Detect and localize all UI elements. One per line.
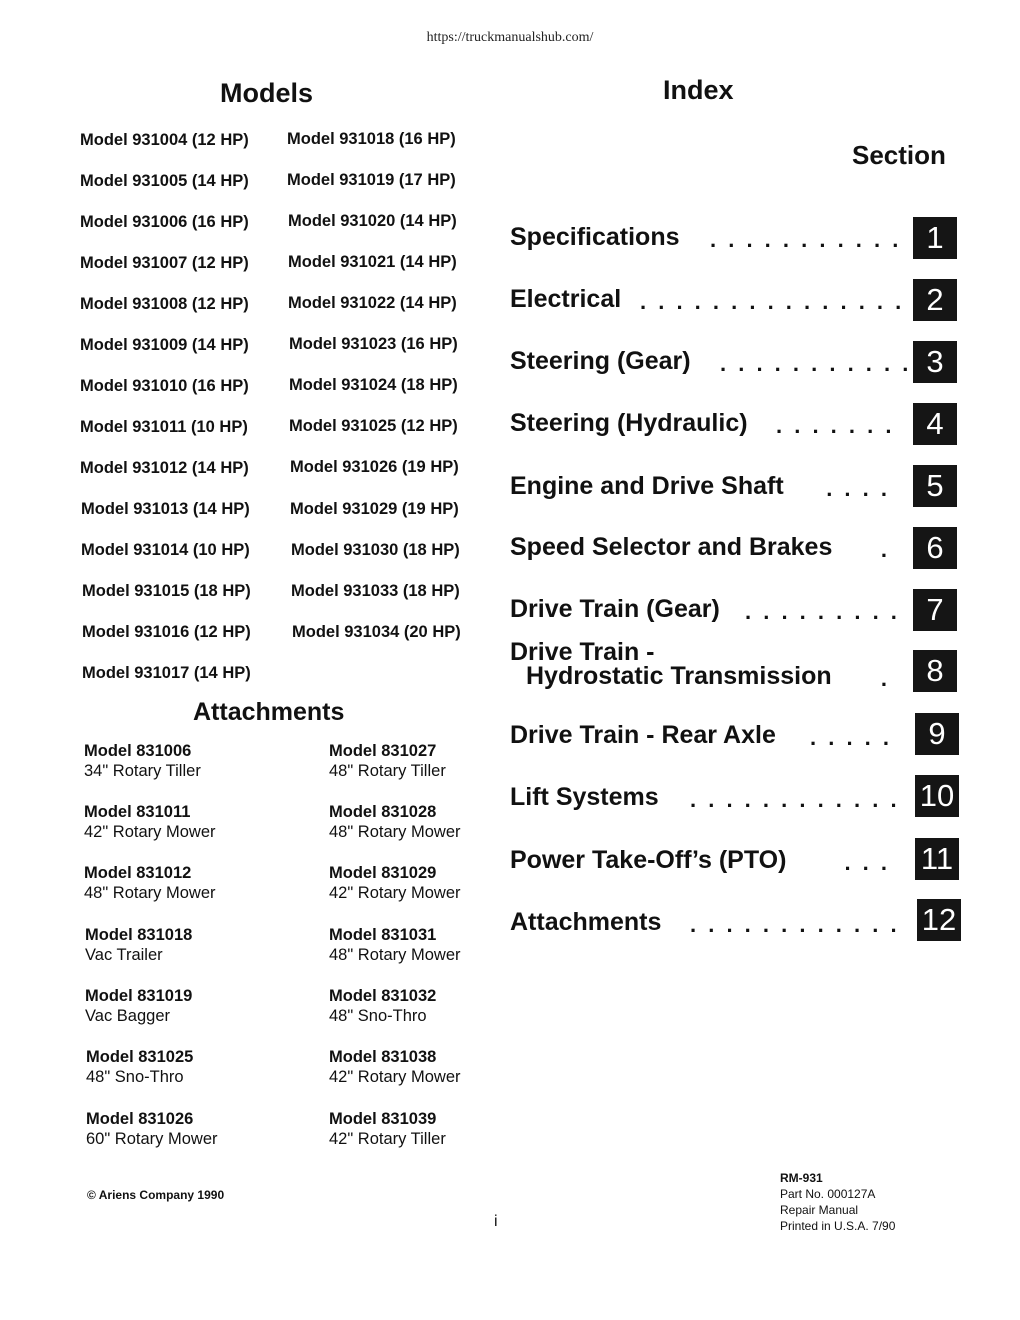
index-label-line2: Hydrostatic Transmission (526, 662, 832, 690)
model-item: Model 931033 (18 HP) (291, 582, 460, 600)
index-leader-dots: . . . . . . . . . . . . (690, 787, 900, 812)
index-leader-dots: . . . . . . . . . . . . (690, 912, 900, 937)
index-entry-power-take-offs[interactable] (510, 838, 965, 882)
section-number-badge: 1 (913, 217, 957, 259)
attachment-item (84, 802, 215, 842)
index-label: Engine and Drive Shaft (510, 472, 784, 500)
section-number-badge: 7 (913, 589, 957, 631)
attachment-desc: Vac Trailer (85, 946, 163, 964)
attachment-model: Model 831012 (84, 864, 192, 882)
attachment-item (329, 925, 460, 965)
model-item: Model 931021 (14 HP) (288, 253, 457, 271)
attachment-model: Model 831026 (86, 1110, 194, 1128)
index-entry-lift-systems[interactable] (510, 775, 965, 819)
attachment-desc: 48" Sno-Thro (86, 1068, 184, 1086)
index-leader-dots: . . . . . (810, 725, 893, 750)
print-info: Printed in U.S.A. 7/90 (780, 1219, 896, 1233)
index-entry-drive-train-hydrostatic[interactable] (510, 638, 965, 694)
section-number-badge: 4 (913, 403, 957, 445)
section-number-badge: 5 (913, 465, 957, 507)
model-item: Model 931004 (12 HP) (80, 131, 249, 149)
index-entry-speed-selector-brakes[interactable] (510, 527, 965, 571)
attachment-desc: 42" Rotary Mower (84, 823, 216, 841)
index-entry-attachments[interactable] (510, 899, 965, 943)
section-heading: Section (852, 140, 946, 170)
model-item: Model 931023 (16 HP) (289, 335, 458, 353)
attachment-item (329, 741, 446, 781)
section-number-badge: 12 (917, 899, 961, 941)
model-item: Model 931012 (14 HP) (80, 459, 249, 477)
index-leader-dots: . (880, 666, 890, 691)
attachment-item (86, 1109, 217, 1149)
model-item: Model 931007 (12 HP) (80, 254, 249, 272)
section-number-badge: 9 (915, 713, 959, 755)
model-item: Model 931017 (14 HP) (82, 664, 251, 682)
index-leader-dots: . . . . . . . . . . . . . . . (640, 289, 905, 314)
models-heading: Models (220, 78, 314, 108)
index-entry-drive-train-rear-axle[interactable] (510, 713, 965, 757)
part-number: Part No. 000127A (780, 1187, 876, 1201)
index-label (510, 640, 832, 688)
source-url[interactable]: https://truckmanualshub.com/ (426, 30, 594, 45)
attachment-model: Model 831006 (84, 742, 192, 760)
attachment-item (329, 802, 460, 842)
index-label: Speed Selector and Brakes (510, 533, 833, 561)
publication-info (780, 1170, 895, 1234)
index-leader-dots: . (880, 537, 890, 562)
attachment-model: Model 831018 (85, 926, 193, 944)
model-item: Model 931011 (10 HP) (80, 418, 248, 436)
index-leader-dots: . . . . . . . . . . . (720, 351, 912, 376)
model-item: Model 931016 (12 HP) (82, 623, 251, 641)
model-item: Model 931025 (12 HP) (289, 417, 458, 435)
model-item: Model 931026 (19 HP) (290, 458, 459, 476)
index-entry-electrical[interactable] (510, 279, 965, 323)
attachment-model: Model 831019 (85, 987, 193, 1005)
model-item: Model 931008 (12 HP) (80, 295, 249, 313)
attachment-model: Model 831039 (329, 1110, 437, 1128)
index-label: Lift Systems (510, 783, 659, 811)
attachment-item (84, 863, 215, 903)
index-leader-dots: . . . . . . . (776, 413, 895, 438)
attachment-item (329, 863, 460, 903)
index-label-line1: Drive Train - (510, 638, 655, 666)
attachment-model: Model 831011 (84, 803, 191, 821)
index-label: Drive Train - Rear Axle (510, 721, 776, 749)
attachment-model: Model 831025 (86, 1048, 194, 1066)
index-label: Steering (Gear) (510, 347, 691, 375)
model-item: Model 931005 (14 HP) (80, 172, 249, 190)
model-item: Model 931014 (10 HP) (81, 541, 250, 559)
attachment-desc: 42" Rotary Mower (329, 884, 461, 902)
attachment-model: Model 831031 (329, 926, 437, 944)
model-item: Model 931006 (16 HP) (80, 213, 249, 231)
attachment-desc: 42" Rotary Mower (329, 1068, 461, 1086)
index-label: Attachments (510, 908, 662, 936)
attachment-desc: Vac Bagger (85, 1007, 170, 1025)
section-number-badge: 6 (913, 527, 957, 569)
index-entry-steering-gear[interactable] (510, 341, 965, 385)
manual-type: Repair Manual (780, 1203, 859, 1217)
attachment-desc: 48" Rotary Mower (84, 884, 216, 902)
model-item: Model 931034 (20 HP) (292, 623, 461, 641)
attachment-desc: 48" Sno-Thro (329, 1007, 427, 1025)
index-entry-drive-train-gear[interactable] (510, 589, 965, 633)
attachment-item (85, 925, 192, 965)
section-number-badge: 2 (913, 279, 957, 321)
model-item: Model 931013 (14 HP) (81, 500, 250, 518)
attachment-item (329, 986, 436, 1026)
index-entry-specifications[interactable] (510, 217, 965, 261)
model-item: Model 931019 (17 HP) (287, 171, 456, 189)
index-label: Specifications (510, 223, 680, 251)
attachment-model: Model 831027 (329, 742, 437, 760)
copyright: © Ariens Company 1990 (87, 1188, 225, 1202)
attachment-item (86, 1047, 193, 1087)
model-item: Model 931018 (16 HP) (287, 130, 456, 148)
attachment-desc: 42" Rotary Tiller (329, 1130, 446, 1148)
index-entry-steering-hydraulic[interactable] (510, 403, 965, 447)
model-item: Model 931022 (14 HP) (288, 294, 457, 312)
section-number-badge: 10 (915, 775, 959, 817)
page-number: i (494, 1213, 498, 1230)
section-number-badge: 3 (913, 341, 957, 383)
index-label: Electrical (510, 285, 622, 313)
index-leader-dots: . . . . . . . . . . . (710, 227, 902, 252)
model-item: Model 931030 (18 HP) (291, 541, 460, 559)
attachment-item (329, 1047, 460, 1087)
index-leader-dots: . . . . . . . . . (745, 599, 900, 624)
attachment-model: Model 831038 (329, 1048, 437, 1066)
index-leader-dots: . . . (844, 850, 890, 875)
attachment-desc: 48" Rotary Mower (329, 823, 461, 841)
index-entry-engine-drive-shaft[interactable] (510, 465, 965, 509)
model-item: Model 931015 (18 HP) (82, 582, 251, 600)
attachment-desc: 48" Rotary Tiller (329, 762, 446, 780)
section-number-badge: 11 (915, 838, 959, 880)
attachments-heading: Attachments (193, 698, 345, 726)
attachment-item (85, 986, 192, 1026)
model-item: Model 931029 (19 HP) (290, 500, 459, 518)
index-heading: Index (663, 75, 734, 105)
index-label: Drive Train (Gear) (510, 595, 720, 623)
attachment-model: Model 831032 (329, 987, 437, 1005)
manual-code: RM-931 (780, 1171, 823, 1185)
model-item: Model 931009 (14 HP) (80, 336, 249, 354)
attachment-desc: 60" Rotary Mower (86, 1130, 218, 1148)
attachment-model: Model 831028 (329, 803, 437, 821)
section-number-badge: 8 (913, 650, 957, 692)
index-leader-dots: . . . . (826, 476, 890, 501)
attachment-desc: 34" Rotary Tiller (84, 762, 201, 780)
attachment-model: Model 831029 (329, 864, 437, 882)
attachment-item (329, 1109, 446, 1149)
model-item: Model 931020 (14 HP) (288, 212, 457, 230)
index-label: Steering (Hydraulic) (510, 409, 748, 437)
model-item: Model 931024 (18 HP) (289, 376, 458, 394)
index-label: Power Take-Off’s (PTO) (510, 846, 787, 874)
attachment-item (84, 741, 201, 781)
model-item: Model 931010 (16 HP) (80, 377, 249, 395)
attachment-desc: 48" Rotary Mower (329, 946, 461, 964)
